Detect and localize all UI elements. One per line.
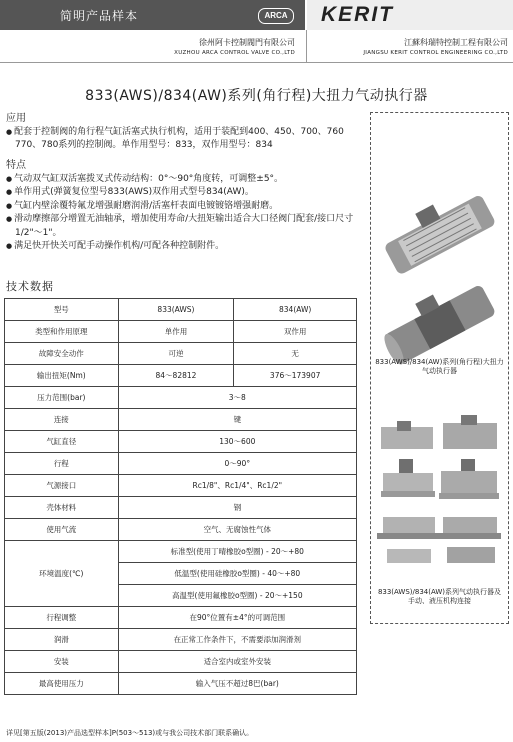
table-row	[5, 541, 357, 563]
company-left-cn: 徐州阿卡控制閥門有限公司	[199, 38, 295, 47]
table-row	[5, 409, 357, 431]
feature-item: ● 气动双气缸双活塞拨叉式传动结构：0°～90°角度转，可调整±5°。	[6, 173, 361, 187]
table-cell: 润滑	[5, 629, 119, 651]
company-right-cn: 江蘇科瑞特控制工程有限公司	[404, 38, 508, 47]
table-cell: 833(AWS)	[118, 299, 234, 321]
table-row	[5, 651, 357, 673]
table-row	[5, 431, 357, 453]
header-bar-left	[0, 0, 305, 30]
table-cell: 气缸直径	[5, 431, 119, 453]
table-cell: 3～8	[118, 387, 356, 409]
table-cell: 故障安全动作	[5, 343, 119, 365]
table-cell: 连接	[5, 409, 119, 431]
table-cell: 在90°位置有±4°的可调范围	[118, 607, 356, 629]
feature-item: ● 满足快开快关可配手动操作机构/可配各种控制附件。	[6, 240, 361, 254]
table-cell: 130～600	[118, 431, 356, 453]
table-row	[5, 673, 357, 695]
table-cell: 无	[234, 343, 357, 365]
table-cell: 键	[118, 409, 356, 431]
table-cell: 压力范围(bar)	[5, 387, 119, 409]
company-right	[310, 38, 508, 58]
table-cell: 类型和作用原理	[5, 321, 119, 343]
arca-logo: ARCA	[258, 8, 294, 24]
table-cell: 壳体材料	[5, 497, 119, 519]
table-header-row	[5, 299, 357, 321]
table-cell: 834(AW)	[234, 299, 357, 321]
kerit-logo: KERIT	[321, 3, 394, 26]
table-cell: 标准型(使用丁晴橡胶o型圈) - 20～+80	[118, 541, 356, 563]
company-left-en: XUZHOU ARCA CONTROL VALVE CO.,LTD	[174, 50, 295, 56]
table-row	[5, 475, 357, 497]
table-cell: 输出扭矩(Nm)	[5, 365, 119, 387]
table-cell: 双作用	[234, 321, 357, 343]
table-cell: 0～90°	[118, 453, 356, 475]
table-cell: 使用气流	[5, 519, 119, 541]
table-cell: 安装	[5, 651, 119, 673]
table-cell: 输入气压不超过8巴(bar)	[118, 673, 356, 695]
table-cell: 在正常工作条件下，不需要添加润滑剂	[118, 629, 356, 651]
table-cell: 最高使用压力	[5, 673, 119, 695]
company-left	[130, 38, 295, 58]
table-row	[5, 365, 357, 387]
application-heading: 应用	[6, 113, 26, 124]
sidebar-caption-2: 833(AWS)/834(AW)系列气动执行器及手动、液压机构连接	[377, 588, 502, 605]
features-heading: 特点	[6, 160, 26, 171]
tech-data-heading: 技术数据	[6, 280, 54, 293]
actuator-assembly-images	[377, 413, 503, 578]
header-bar-right	[307, 0, 513, 30]
header-rule	[0, 62, 513, 63]
table-cell: 单作用	[118, 321, 234, 343]
spec-table	[4, 298, 357, 695]
table-cell: 型号	[5, 299, 119, 321]
table-cell: 84～82812	[118, 365, 234, 387]
table-cell: 环境温度(℃)	[5, 541, 119, 607]
company-right-en: JIANGSU KERIT CONTROL ENGINEERING CO.,LTD	[363, 50, 508, 56]
table-row	[5, 321, 357, 343]
table-cell: 气源接口	[5, 475, 119, 497]
table-cell: 行程调整	[5, 607, 119, 629]
table-cell: 可逆	[118, 343, 234, 365]
feature-item: ● 滑动摩擦部分增置无油轴承，增加使用寿命/大扭矩输出适合大口径阀门配套/接口尺寸1/2"～1"。	[6, 213, 361, 240]
table-cell: Rc1/8"、Rc1/4"、Rc1/2"	[118, 475, 356, 497]
sidebar-caption-1: 833(AWS)/834(AW)系列(角行程)大扭力气动执行器	[375, 358, 504, 375]
table-row	[5, 343, 357, 365]
application-item: ● 配套于控制阀的角行程气缸活塞式执行机构，适用于装配到400、450、700、760 770、780系列的控制阀。单作用型号：833，双作用型号：834	[6, 126, 361, 153]
table-row	[5, 453, 357, 475]
table-row	[5, 607, 357, 629]
page-title: 833(AWS)/834(AW)系列(角行程)大扭力气动执行器	[85, 88, 428, 104]
table-cell: 376～173907	[234, 365, 357, 387]
table-row	[5, 497, 357, 519]
table-row	[5, 519, 357, 541]
feature-item: ● 气缸内壁涂覆特氟龙增强耐磨润滑/活塞杆表面电镀镀铬增强耐磨。	[6, 200, 361, 214]
table-cell: 行程	[5, 453, 119, 475]
table-cell: 低温型(使用硅橡胶o型圈) - 40～+80	[118, 563, 356, 585]
features-section	[6, 159, 361, 254]
table-cell: 高温型(使用氟橡胶o型圈) - 20～+150	[118, 585, 356, 607]
footer-note: 详见[第五版(2013)产品选型样本]P(503～513)或与我公司技术部门联系确认。	[6, 729, 254, 737]
table-row	[5, 387, 357, 409]
table-row	[5, 629, 357, 651]
table-cell: 空气、无腐蚀性气体	[118, 519, 356, 541]
header-divider	[306, 30, 307, 62]
application-section	[6, 112, 361, 153]
product-image-panel	[370, 112, 509, 624]
feature-item: ● 单作用式(弹簧复位型号833(AWS)双作用式型号834(AW)。	[6, 186, 361, 200]
table-cell: 钢	[118, 497, 356, 519]
catalog-title: 简明产品样本	[60, 9, 139, 23]
table-cell: 适合室内或室外安装	[118, 651, 356, 673]
